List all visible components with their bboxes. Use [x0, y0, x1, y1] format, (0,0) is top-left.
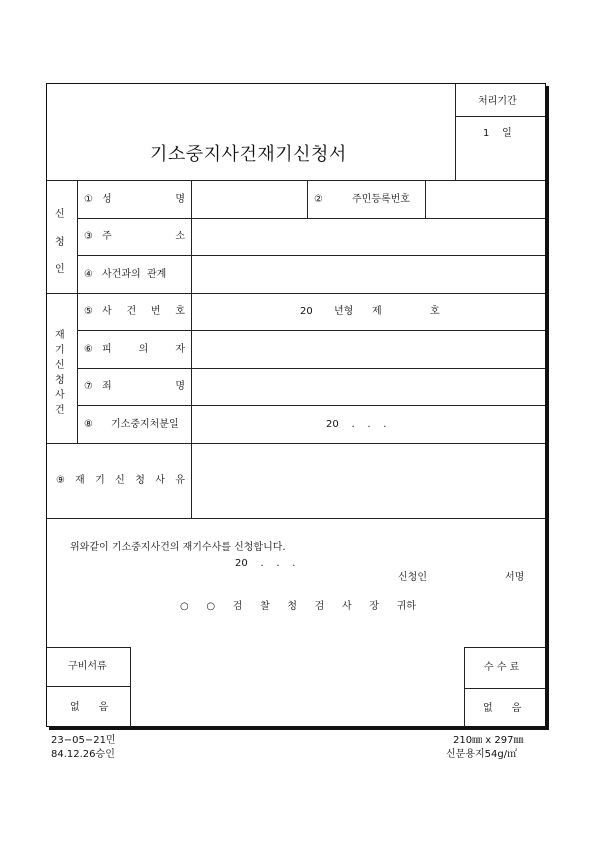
rrn-number: ② — [314, 194, 323, 205]
charge-number: ⑦ — [84, 381, 93, 392]
case-group-label: 재 기 신 청 사 건 — [55, 330, 65, 416]
paper-size: 210㎜ x 297㎜ — [453, 735, 524, 746]
processing-period-label: 처리기간 — [478, 96, 517, 107]
addressee-line: ○ ○ 검 찰 청 검 사 장 귀하 — [180, 601, 416, 612]
form-code: 23−05−21민 — [51, 735, 116, 746]
applicant-label: 신청인 — [398, 572, 427, 583]
documents-value: 없 음 — [70, 702, 109, 713]
case-number-type: 년형 — [334, 306, 354, 317]
relation-label: 사건과의 관계 — [102, 269, 167, 280]
address-label: 주 소 — [102, 231, 185, 242]
documents-label: 구비서류 — [68, 661, 107, 672]
fee-label: 수 수 료 — [484, 662, 520, 673]
case-number-number: ⑤ — [84, 306, 93, 317]
case-number-year: 20 — [300, 306, 313, 317]
suspension-number: ⑧ — [84, 419, 93, 430]
processing-period-value: 1 일 — [483, 128, 512, 139]
signature-label: 서명 — [505, 572, 525, 583]
name-number: ① — [84, 194, 93, 205]
name-label: 성 명 — [102, 194, 185, 205]
suspension-date: 20 . . . — [326, 419, 387, 430]
suspect-number: ⑥ — [84, 344, 93, 355]
rrn-label: 주민등록번호 — [352, 194, 410, 205]
suspect-label: 피 의 자 — [102, 344, 185, 355]
form-title: 기소중지사건재기신청서 — [150, 144, 347, 165]
reason-number: ⑨ — [56, 475, 65, 486]
applicant-group-label: 신 청 인 — [55, 209, 65, 275]
address-number: ③ — [84, 231, 93, 242]
case-number-label: 사 건 번 호 — [102, 306, 185, 317]
approval-date: 84.12.26승인 — [51, 749, 115, 760]
charge-label: 죄 명 — [102, 381, 185, 392]
case-number-prefix: 제 — [372, 306, 382, 317]
form-shadow-bottom — [49, 727, 549, 730]
statement-date: 20 . . . — [235, 558, 296, 569]
relation-number: ④ — [84, 269, 93, 280]
reason-label: 재 기 신 청 사 유 — [75, 475, 185, 486]
fee-value: 없 음 — [483, 703, 522, 714]
suspension-label: 기소중지처분일 — [111, 419, 179, 430]
form-shadow-right — [546, 86, 549, 730]
paper-type: 신문용지54g/㎡ — [446, 749, 518, 760]
statement-text: 위와같이 기소중지사건의 재기수사를 신청합니다. — [70, 542, 286, 553]
case-number-suffix: 호 — [430, 306, 440, 317]
